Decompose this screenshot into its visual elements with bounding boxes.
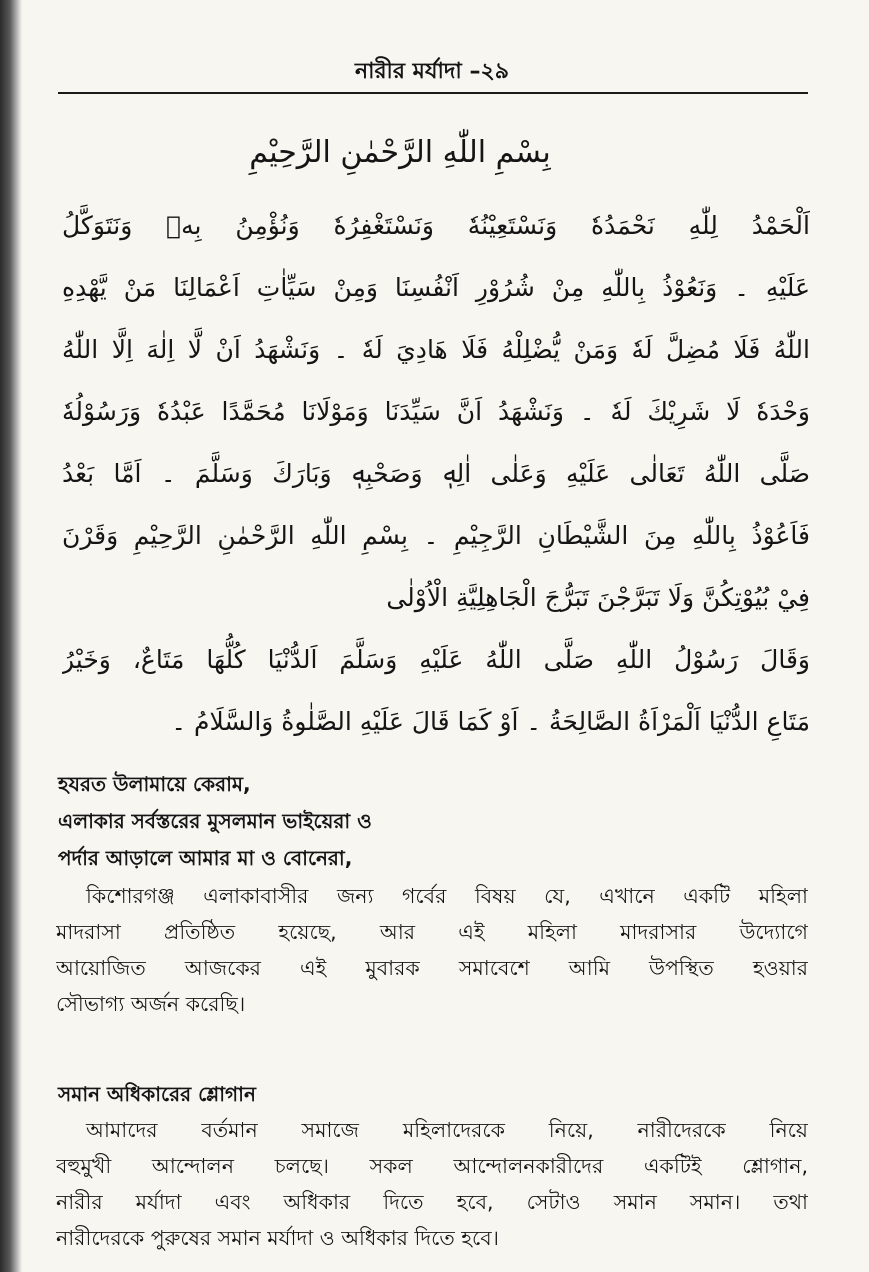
arabic-line: مَتَاعِ الدُّنْيَا اَلْمَرْاَةُ الصَّالِحَةُ ۔ اَوْ كَمَا قَالَ عَلَيْهِ الصَّلٰوةُ وَالسَّلَامُ ۔ — [171, 707, 810, 736]
paragraph-line: আমাদের বর্তমান সমাজে মহিলাদেরকে নিয়ে, নারীদেরকে নিয়ে — [86, 1118, 808, 1142]
header-rule — [58, 92, 808, 94]
paragraph-line: মাদরাসা প্রতিষ্ঠিত হয়েছে, আর এই মহিলা মাদরাসার উদ্যোগে — [56, 920, 808, 944]
arabic-line: صَلَّى اللّٰهُ تَعَالٰى عَلَيْهِ وَعَلٰى اٰلِهٖ وَصَحْبِهٖ وَبَارَكَ وَسَلَّمَ ۔ اَمَّا بَعْدُ — [62, 459, 810, 488]
salutation-line: এলাকার সর্বস্তরের মুসলমান ভাইয়েরা ও — [58, 809, 372, 833]
arabic-line: اللّٰهُ فَلَا مُضِلَّ لَهٗ وَمَنْ يُّضْلِلْهُ فَلَا هَادِيَ لَهٗ ۔ وَنَشْهَدُ اَنْ لَّا اِلٰهَ اِلَّا اللّٰهُ — [62, 335, 810, 364]
basmala: بِسْمِ اللّٰهِ الرَّحْمٰنِ الرَّحِيْمِ — [249, 135, 551, 170]
section-heading: সমান অধিকারের শ্লোগান — [58, 1082, 256, 1106]
paragraph-line: সৌভাগ্য অর্জন করেছি। — [56, 992, 246, 1016]
arabic-line: وَحْدَهٗ لَا شَرِيْكَ لَهٗ ۔ وَنَشْهَدُ اَنَّ سَيِّدَنَا وَمَوْلَانَا مُحَمَّدًا عَبْدُهٗ وَرَسُوْلُهٗ — [62, 397, 810, 426]
arabic-sermon-opening — [62, 195, 810, 753]
running-header: নারীর মর্যাদা –২৯ — [354, 59, 510, 84]
paragraph-line: আয়োজিত আজকের এই মুবারক সমাবেশে আমি উপস্থিত হওয়ার — [56, 956, 808, 980]
arabic-line: فَاَعُوْذُ بِاللّٰهِ مِنَ الشَّيْطَانِ الرَّجِيْمِ ۔ بِسْمِ اللّٰهِ الرَّحْمٰنِ الرَّحِيْمِ وَقَرْنَ — [62, 521, 810, 550]
arabic-line: اَلْحَمْدُ لِلّٰهِ نَحْمَدُهٗ وَنَسْتَعِيْنُهٗ وَنَسْتَغْفِرُهٗ وَنُؤْمِنُ بِهٖ وَنَتَوَكَّلُ — [62, 211, 810, 240]
paragraph-line: কিশোরগঞ্জ এলাকাবাসীর জন্য গর্বের বিষয় যে, এখানে একটি মহিলা — [86, 884, 808, 908]
salutation-line: পর্দার আড়ালে আমার মা ও বোনেরা, — [58, 846, 353, 870]
paragraph-line: বহুমুখী আন্দোলন চলছে। সকল আন্দোলনকারীদের একটিই শ্লোগান, — [56, 1154, 808, 1178]
paragraph-intro — [56, 878, 808, 1022]
arabic-line: فِيْ بُيُوْتِكُنَّ وَلَا تَبَرَّجْنَ تَبَرُّجَ الْجَاهِلِيَّةِ الْاُوْلٰى — [386, 583, 810, 612]
paragraph-line: নারীদেরকে পুরুষের সমান মর্যাদা ও অধিকার দিতে হবে। — [56, 1226, 499, 1250]
salutation-line: হযরত উলামায়ে কেরাম, — [58, 772, 251, 796]
arabic-line: عَلَيْهِ ۔ وَنَعُوْذُ بِاللّٰهِ مِنْ شُرُوْرِ اَنْفُسِنَا وَمِنْ سَيِّاٰتِ اَعْمَالِنَا مَنْ يَّهْدِهِ — [62, 273, 810, 302]
paragraph-equal-rights — [56, 1112, 808, 1256]
salutation-block — [58, 766, 806, 877]
paragraph-line: নারীর মর্যাদা এবং অধিকার দিতে হবে, সেটাও সমান সমান। তথা — [56, 1190, 808, 1214]
arabic-line: وَقَالَ رَسُوْلُ اللّٰهِ صَلَّى اللّٰهُ عَلَيْهِ وَسَلَّمَ اَلدُّنْيَا كُلُّهَا مَتَاعٌ، وَخَيْرُ — [62, 645, 810, 674]
